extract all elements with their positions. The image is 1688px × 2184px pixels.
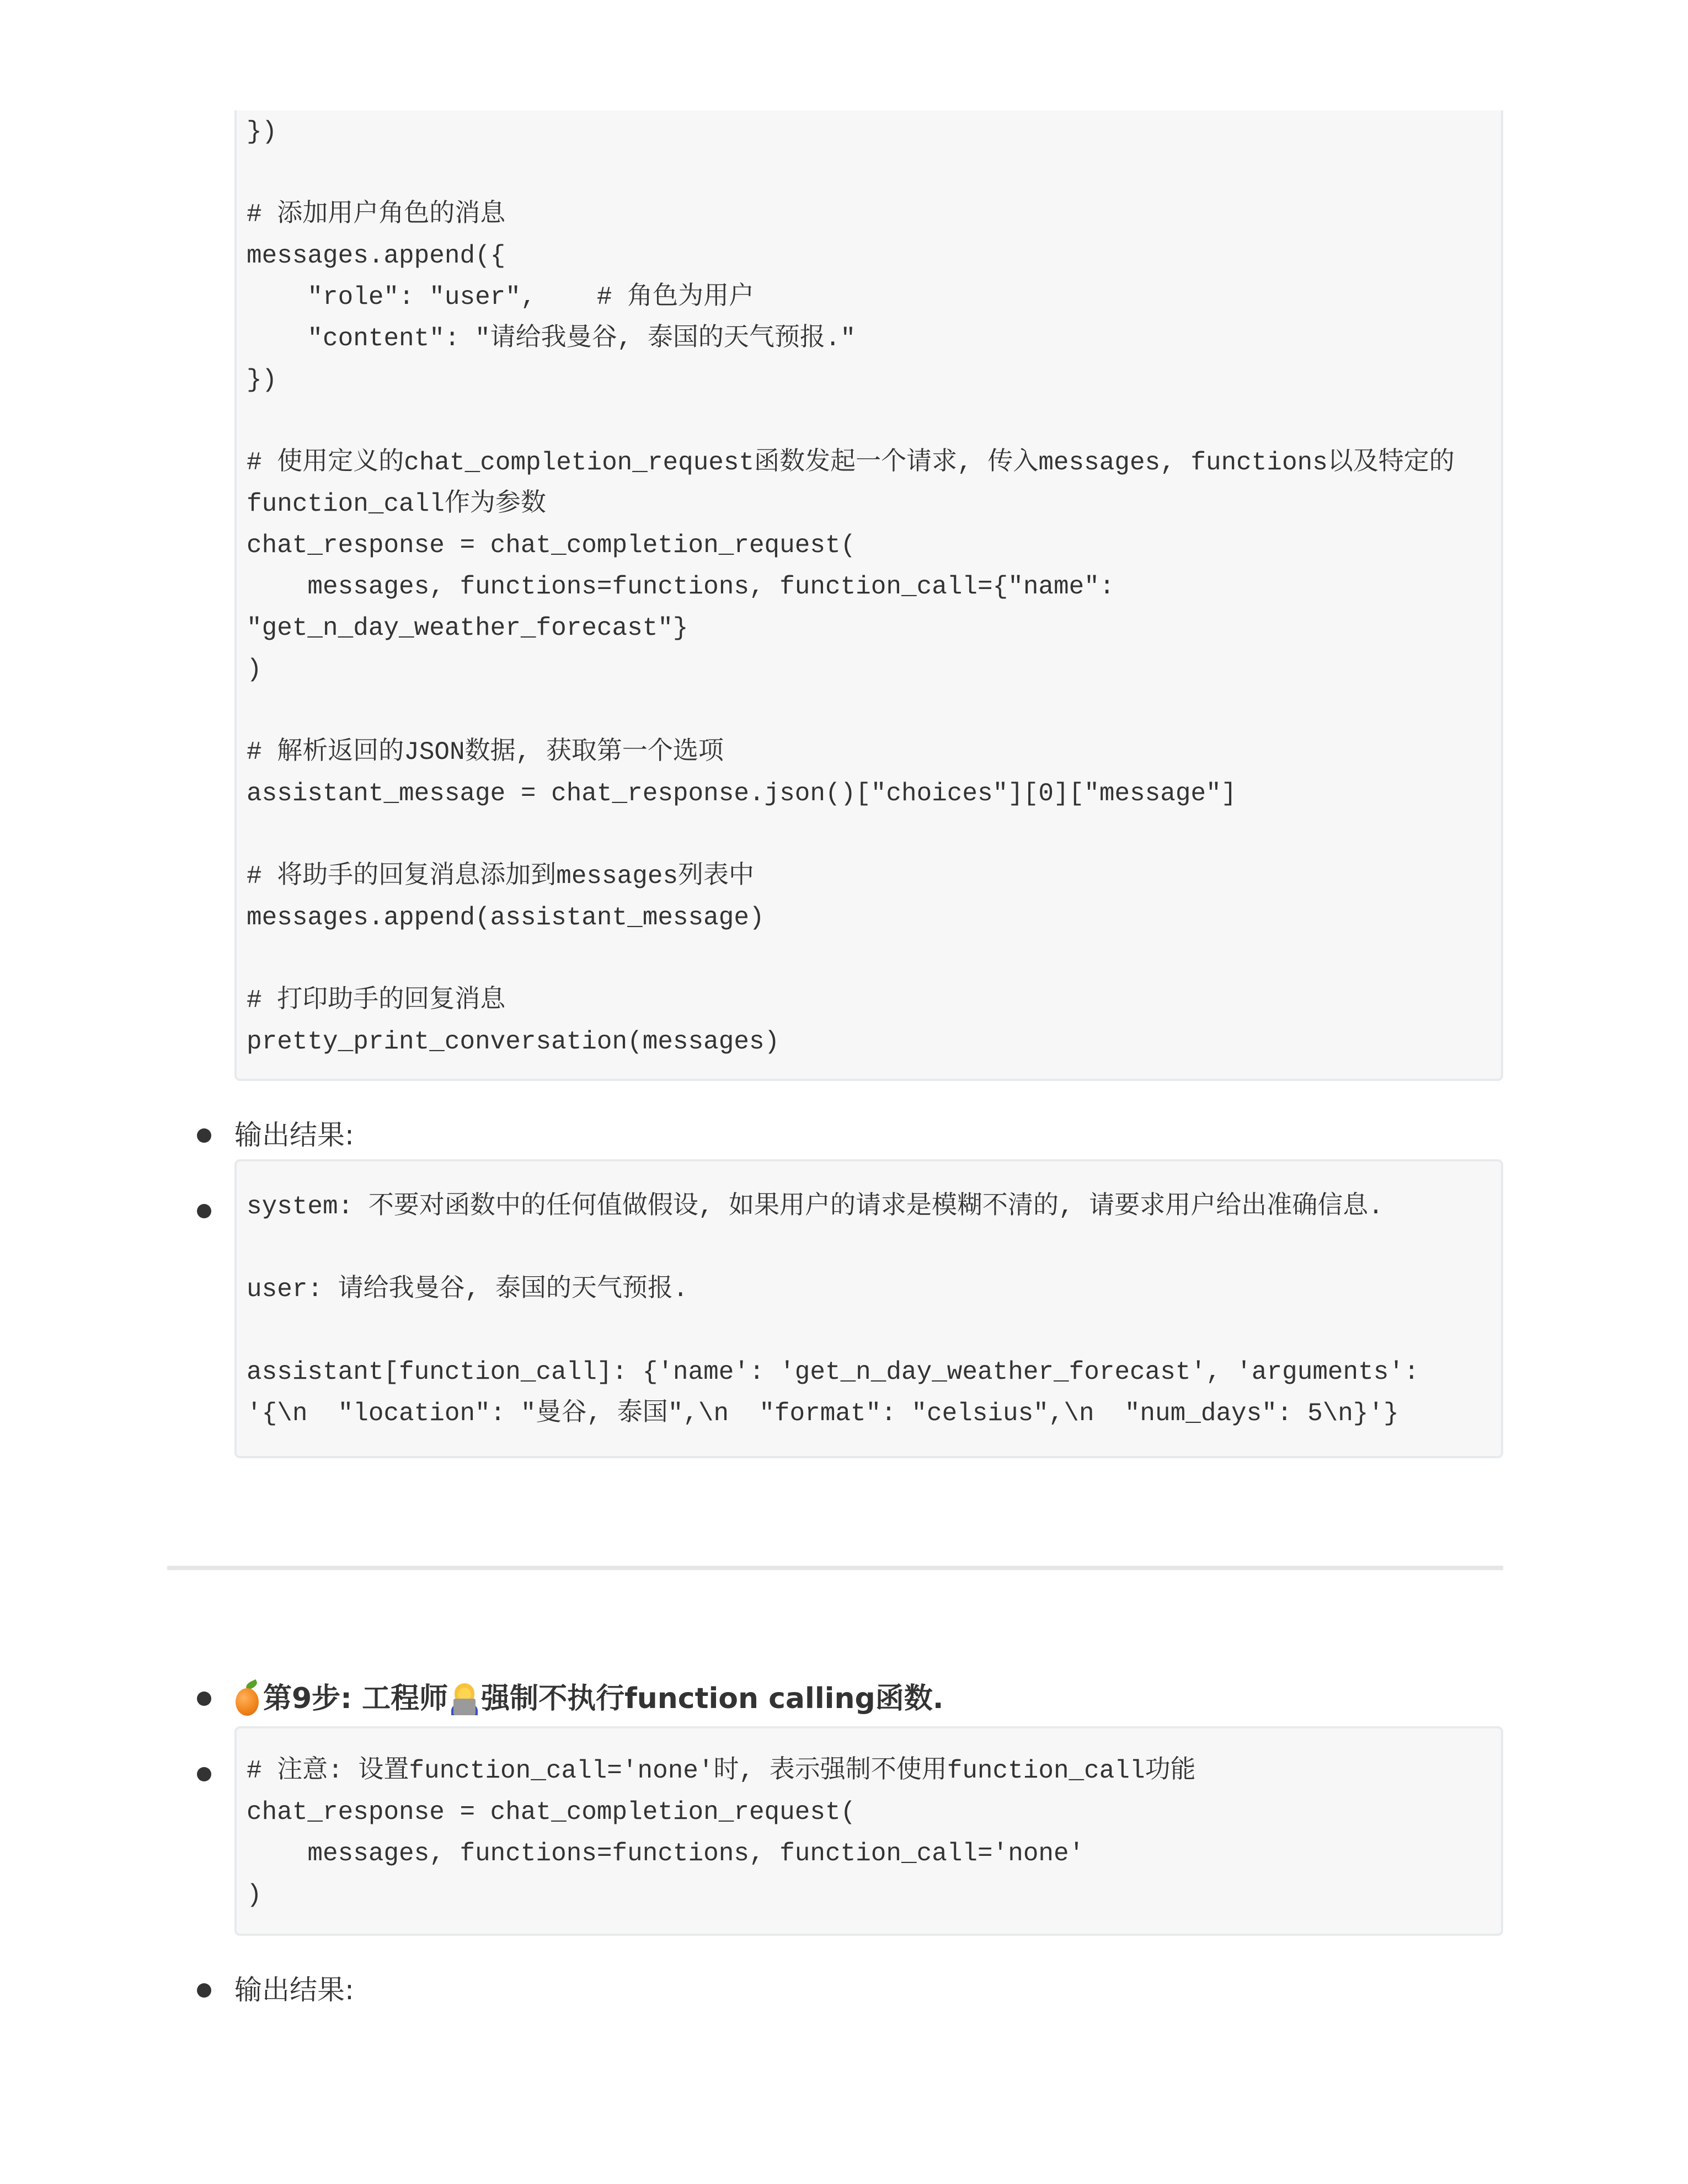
code-line: pretty_print_conversation(messages) bbox=[247, 1027, 780, 1056]
list-bullet bbox=[197, 1128, 211, 1143]
output-label: 输出结果: bbox=[234, 1119, 354, 1151]
code-block-chat-request bbox=[234, 110, 1503, 1081]
tangerine-icon bbox=[234, 1682, 260, 1716]
code-line: }) bbox=[247, 117, 277, 146]
list-bullet bbox=[197, 1691, 211, 1706]
output-line-assistant: assistant[function_call]: {'name': 'get_n_day_weather_forecast', 'arguments': bbox=[247, 1358, 1419, 1387]
code-line: messages, functions=functions, function_call='none' bbox=[247, 1839, 1085, 1868]
output-block-conversation bbox=[234, 1159, 1503, 1458]
code-line: messages.append(assistant_message) bbox=[247, 903, 765, 932]
code-line: # 添加用户角色的消息 bbox=[247, 200, 506, 229]
code-line: ) bbox=[247, 1881, 262, 1909]
step-9-title-part-2: 强制不执行function calling函数. bbox=[481, 1682, 944, 1715]
code-line: # 解析返回的JSON数据, 获取第一个选项 bbox=[247, 738, 724, 767]
code-line: messages, functions=functions, function_call={"name": bbox=[247, 572, 1115, 601]
code-line: "get_n_day_weather_forecast"} bbox=[247, 614, 688, 643]
code-line: # 使用定义的chat_completion_request函数发起一个请求, 传入messages, functions以及特定的 bbox=[247, 448, 1455, 477]
code-line: # 注意: 设置function_call='none'时, 表示强制不使用function_call功能 bbox=[247, 1757, 1196, 1785]
code-line: # 将助手的回复消息添加到messages列表中 bbox=[247, 862, 755, 891]
step-9-title-part-1: 第9步: 工程师 bbox=[263, 1682, 448, 1715]
code-block-function-call-none bbox=[234, 1726, 1503, 1936]
code-line: ) bbox=[247, 655, 262, 684]
output-line-system: system: 不要对函数中的任何值做假设, 如果用户的请求是模糊不清的, 请要求用户给出准确信息. bbox=[247, 1192, 1383, 1221]
code-line: chat_response = chat_completion_request( bbox=[247, 1798, 856, 1827]
list-bullet bbox=[197, 1983, 211, 1998]
woman-technologist-icon bbox=[450, 1682, 479, 1715]
horizontal-divider bbox=[167, 1566, 1503, 1570]
output-line-user: user: 请给我曼谷, 泰国的天气预报. bbox=[247, 1275, 688, 1304]
code-line: messages.append({ bbox=[247, 242, 506, 270]
output-line-assistant-args: '{\n "location": "曼谷, 泰国",\n "format": "celsius",\n "num_days": 5\n}'} bbox=[247, 1399, 1399, 1428]
code-line: }) bbox=[247, 366, 277, 394]
list-bullet bbox=[197, 1204, 211, 1218]
list-bullet bbox=[197, 1767, 211, 1781]
output-label: 输出结果: bbox=[234, 1974, 354, 2006]
code-line: chat_response = chat_completion_request( bbox=[247, 531, 856, 560]
step-9-heading bbox=[234, 1677, 944, 1721]
code-line: function_call作为参数 bbox=[247, 490, 546, 518]
code-line: "content": "请给我曼谷, 泰国的天气预报." bbox=[247, 324, 856, 353]
code-line: # 打印助手的回复消息 bbox=[247, 986, 506, 1015]
code-line: "role": "user", # 角色为用户 bbox=[247, 283, 755, 312]
code-line: assistant_message = chat_response.json()["choices"][0]["message"] bbox=[247, 779, 1237, 808]
